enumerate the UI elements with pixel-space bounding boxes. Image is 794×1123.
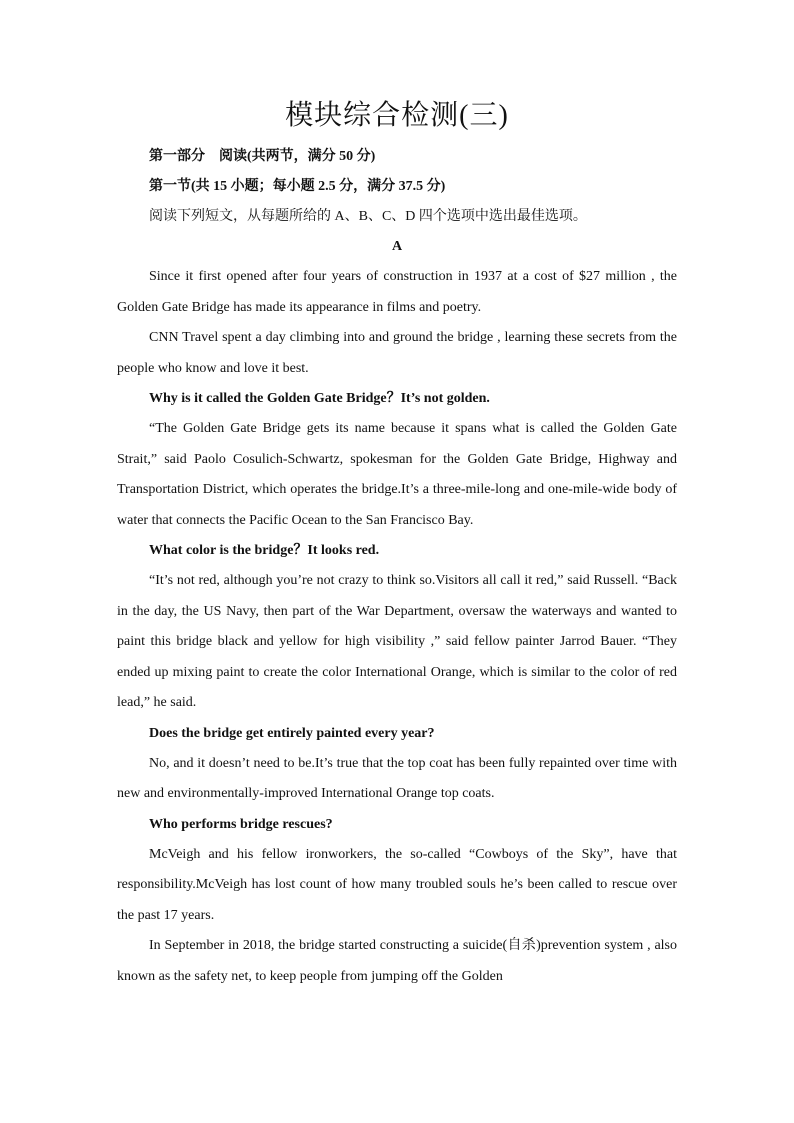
paragraph-5: No, and it doesn’t need to be.It’s true that the top coat has been fully repainted over time with new and environmentally-improved International Orange top coats. bbox=[117, 755, 677, 801]
paragraph-1: Since it first opened after four years of construction in 1937 at a cost of $27 million , the Golden Gate Bridge has made its appearance in films and poetry. bbox=[117, 269, 677, 315]
part-heading: 第一部分 阅读(共两节，满分 50 分) bbox=[149, 149, 376, 164]
passage-label: A bbox=[391, 239, 403, 254]
paragraph-2: CNN Travel spent a day climbing into and ground the bridge , learning these secrets from the people who know and love it best. bbox=[117, 330, 677, 376]
question-heading-1: Why is it called the Golden Gate Bridge？It’s not golden. bbox=[149, 391, 490, 406]
paragraph-6: McVeigh and his fellow ironworkers, the so-called “Cowboys of the Sky”, have that responsibility.McVeigh has lost count of how many troubled souls he’s been called to rescue over the past 17 years. bbox=[117, 846, 677, 923]
paragraph-3: “The Golden Gate Bridge gets its name because it spans what is called the Golden Gate Strait,” said Paolo Cosulich-Schwartz, spokesman for the Golden Gate Bridge, Highway and Transportation District, which operates the bridge.It’s a three-mile-long and one-mile-wide body of water that connects the Pacific Ocean to the San Francisco Bay. bbox=[117, 421, 677, 528]
paragraph-7: In September in 2018, the bridge started constructing a suicide(自杀)prevention system , also known as the safety net, to keep people from jumping off the Golden bbox=[117, 938, 677, 984]
section-heading: 第一节(共 15 小题；每小题 2.5 分，满分 37.5 分) bbox=[149, 179, 446, 194]
page-title: 模块综合检测(三) bbox=[285, 100, 509, 131]
question-heading-3: Does the bridge get entirely painted every year? bbox=[149, 725, 435, 741]
instruction-text: 阅读下列短文，从每题所给的 A、B、C、D 四个选项中选出最佳选项。 bbox=[149, 209, 587, 224]
question-heading-2: What color is the bridge？It looks red. bbox=[149, 543, 380, 558]
document-page bbox=[117, 96, 677, 992]
paragraph-4: “It’s not red, although you’re not crazy to think so.Visitors all call it red,” said Russell. “Back in the day, the US Navy, then part of the War Department, oversaw the waterways and wanted to paint this bridge black and yellow for high visibility ,” said fellow painter Jarrod Bauer. “They ended up mixing paint to create the color International Orange, which is similar to the color of red lead,” he said. bbox=[117, 573, 677, 710]
question-heading-4: Who performs bridge rescues? bbox=[149, 816, 333, 832]
